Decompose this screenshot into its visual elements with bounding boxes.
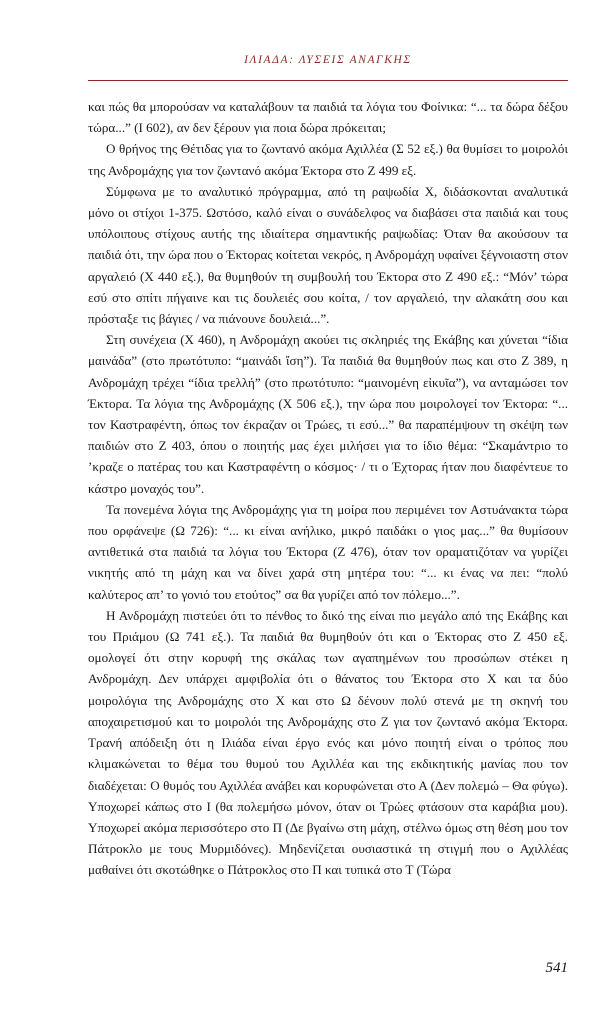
paragraph-continuation: και πώς θα μπορούσαν να καταλάβουν τα παιδιά τα λόγια του Φοίνικα: “... τα δώρα δέξου τώρα...” (Ι 602), αν δεν ξέρουν για ποια δώρα πρόκειται;	[88, 99, 568, 136]
paragraph: Τα πονεμένα λόγια της Ανδρομάχης για τη μοίρα που περιμένει τον Αστυάνακτα τώρα που ορφάνεψε (Ω 726): “... κι είναι ανήλικο, μικρό παιδάκι ο γιος μας...” θα θυμίσουν αντιθετικά στα παιδιά τα λόγια του Έκτορα (Ζ 476), όταν τον οραματιζόταν να γυρίζει νικητής από τη μάχη και να δίνει χαρά στη μητέρα του: “... κι ένας να πει: “πολύ καλύτερος απ’ το γονιό του ετούτος” σα θα γυρίζει από τον πόλεμο...”.	[88, 501, 568, 602]
page-number: 541	[545, 960, 568, 976]
running-header: ΙΛΙΑΔΑ: ΛΥΣΕΙΣ ΑΝΑΓΚΗΣ	[244, 54, 412, 66]
header-rule	[88, 80, 568, 81]
paragraph: Σύμφωνα με το αναλυτικό πρόγραμμα, από τη ραψωδία Χ, διδάσκονται αναλυτικά μόνο οι στίχοι 1-375. Ωστόσο, καλό είναι ο συνάδελφος να διαβάσει στα παιδιά και τους υπόλοιπους στίχους αυτής της ιδιαίτερα σημαντικής ραψωδίας: Όταν θα ακούσουν τα παιδιά ότι, την ώρα που ο Έκτορας κοίτεται νεκρός, η Ανδρομάχη υφαίνει ξέγνοιαστη στον αργαλειό (Χ 440 εξ.), θα θυμηθούν τη συμβουλή του Έκτορα στο Ζ 490 εξ.: “Μόν’ τώρα εσύ στο σπίτι πήγαινε και τις δουλειές σου κοίτα, / τον αργαλειό, την αλακάτη σου και πρόσταξε τις βάγιες / να πιάνουνε δουλειά...”.	[88, 183, 568, 327]
paragraph: Στη συνέχεια (Χ 460), η Ανδρομάχη ακούει τις σκληριές της Εκάβης και χύνεται “ίδια μαινάδα” (στο πρωτότυπο: “μαινάδι ἴση”). Τα παιδιά θα θυμηθούν πως και στο Ζ 389, η Ανδρομάχη τρέχει “ίδια τρελλή” (στο πρωτότυπο: “μαινομένη εἰκυῖα”), να ανταμώσει τον Έκτορα. Τα λόγια της Ανδρομάχης (Χ 506 εξ.), την ώρα που μοιρολογεί τον Έκτορα: “... τον Καστραφέντη, όπως τον έκραζαν οι Τρώες, τι εσύ...” θα παραπέμψουν τη σκέψη των παιδιών στο Ζ 403, όπου ο ποιητής μας έχει μιλήσει για το ίδιο θέμα: “Σκαμάντριο το ’κραζε ο πατέρας του και Καστραφέντη ο κόσμος· / τι ο Έχτορας ήταν που διαφέντευε το κάστρο μοναχός του”.	[88, 332, 568, 496]
body-text	[88, 96, 568, 881]
paragraph: Ο θρήνος της Θέτιδας για το ζωντανό ακόμα Αχιλλέα (Σ 52 εξ.) θα θυμίσει το μοιρολόι της Ανδρομάχης για τον ζωντανό ακόμα Έκτορα στο Ζ 499 εξ.	[88, 141, 568, 178]
paragraph: Η Ανδρομάχη πιστεύει ότι το πένθος το δικό της είναι πιο μεγάλο από της Εκάβης και του Πριάμου (Ω 741 εξ.). Τα παιδιά θα θυμηθούν ότι και ο Έκτορας στο Ζ 450 εξ. ομολογεί ότι στην κορυφή της σκάλας των αγαπημένων του προσώπων στέκει η Ανδρομάχη. Δεν υπάρχει αμφιβολία ότι ο θάνατος του Έκτορα στο Χ και τα δύο μοιρολόγια της Ανδρομάχης στο Χ και στο Ω δένουν πολύ στενά με τη σκηνή του αποχαιρετισμού και το μοιρολόι της Ανδρομάχης στο Ζ για τον ζωντανό ακόμα Έκτορα. Τρανή απόδειξη ότι η Ιλιάδα είναι έργο ενός και μόνο ποιητή είναι ο τρόπος που κλιμακώνεται το θέμα του θυμού του Αχιλλέα και της εκδικητικής μανίας που τον διαδέχεται: Ο θυμός του Αχιλλέα ανάβει και κορυφώνεται στο Α (Δεν πολεμώ – Θα φύγω). Υποχωρεί κάπως στο Ι (θα πολεμήσω μόνον, όταν οι Τρώες φτάσουν στα καράβια μου). Υποχωρεί ακόμα περισσότερο στο Π (Δε βγαίνω στη μάχη, στέλνω όμως στη θέση μου τον Πάτροκλο με τους Μυρμιδόνες). Μηδενίζεται ουσιαστικά τη στιγμή που ο Αχιλλέας μαθαίνει ότι σκοτώθηκε ο Πάτροκλος στο Π και τυπικά στο Τ (Τώρα	[88, 607, 568, 878]
